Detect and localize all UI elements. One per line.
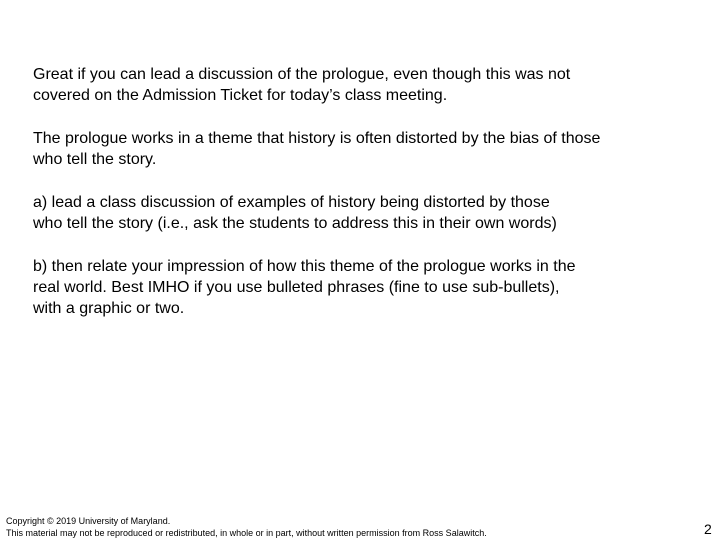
slide-body	[33, 64, 693, 341]
permission-notice: This material may not be reproduced or redistributed, in whole or in part, without written permission from Ross Salawitch.	[6, 528, 487, 538]
copyright-text: Copyright © 2019 University of Maryland.	[6, 516, 171, 526]
paragraph-task-b: b) then relate your impression of how this theme of the prologue works in the real world. Best IMHO if you use bulleted phrases (fine to use sub-bullets), with a graphic or two.	[33, 258, 576, 317]
paragraph-intro: Great if you can lead a discussion of the prologue, even though this was not covered on the Admission Ticket for today’s class meeting.	[33, 66, 571, 104]
page-number: 2	[704, 521, 712, 537]
footer	[6, 515, 487, 539]
paragraph-theme: The prologue works in a theme that history is often distorted by the bias of those who tell the story.	[33, 130, 601, 168]
paragraph-task-a: a) lead a class discussion of examples of history being distorted by those who tell the story (i.e., ask the students to address this in their own words)	[33, 194, 557, 232]
